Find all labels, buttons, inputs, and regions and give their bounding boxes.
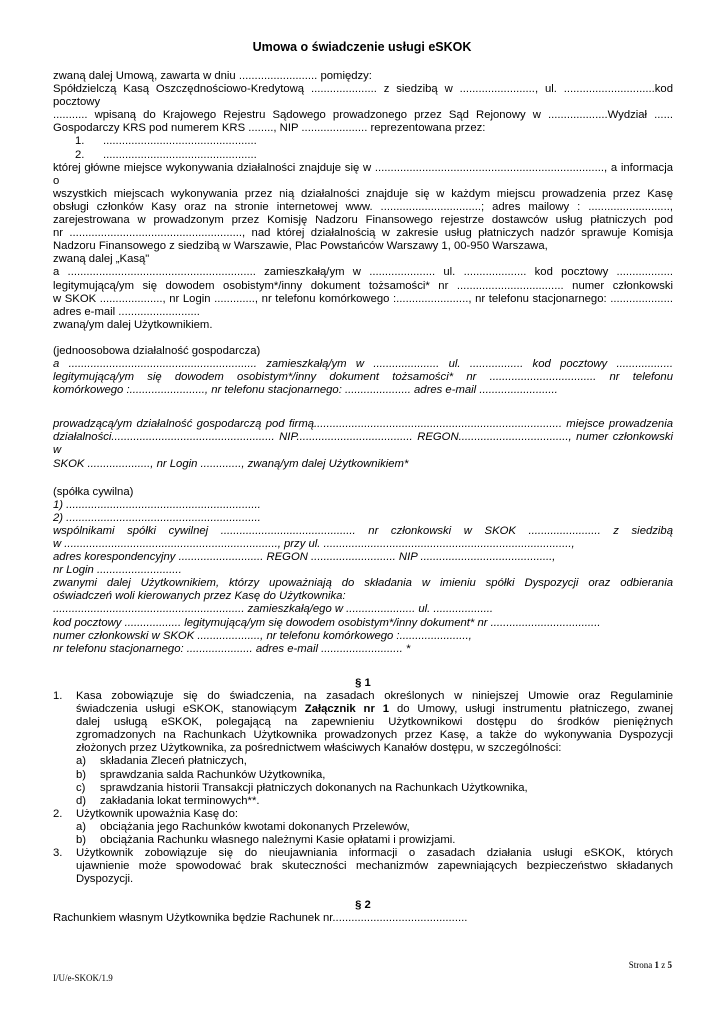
item-line: Kasa zobowiązuje się do świadczenia, na zasadach określonych w niniejszej Umowie oraz Regulaminie	[76, 689, 673, 702]
subitem-text: sprawdzania historii Transakcji płatniczych dokonanych na Rachunkach Użytkownika,	[100, 781, 528, 794]
subitem-letter: a)	[76, 820, 87, 833]
civil-line: kod pocztowy .................. legitymującą/ym się dowodem osobistym*/inny dokument* nr ...................................	[53, 616, 601, 629]
item-line: złożonych przez Użytkownika, za pośrednictwem właściwych Kanałów dostępu, w szczególności:	[76, 742, 562, 755]
user-line: adres e-mail ..........................	[53, 305, 200, 318]
rep-number: 1.	[75, 135, 85, 148]
page-total: 5	[667, 960, 672, 970]
civil-line: ............................................................. zamieszkałą/ego w ...................... ul. ...................	[53, 603, 494, 616]
user-line: legitymującą/ym się dowodem osobistym*/inny dokument tożsamości* nr .................................. numer członkowski	[53, 279, 673, 292]
page-current: 1	[654, 960, 659, 970]
section-2	[53, 899, 673, 925]
kasa-line: nr ......................................................., nad której działalnością w zakresie usług płatniczych nadzór sprawuje Komisja	[53, 227, 673, 240]
sole-proprietor-block	[53, 345, 673, 397]
subitem-text: składania Zleceń płatniczych,	[100, 755, 247, 768]
sole-line: a ............................................................ zamieszkałą/ym w ..................... ul. ................. kod pocztowy ..................	[53, 357, 673, 370]
section-1-item-3	[53, 847, 673, 886]
intro-line: zwaną dalej Umową, zawarta w dniu ......................... pomiędzy:	[53, 70, 372, 82]
civil-line: oświadczeń woli kierowanych przez Kasę do Użytkownika:	[53, 590, 346, 603]
item-text: do Umowy, usługi instrumentu płatniczego, zwanej	[389, 703, 673, 716]
item-line: zgromadzonych na Rachunkach Użytkownika prowadzonych przez Kasę, a także do wykonywania Dyspozycji	[76, 729, 673, 742]
subitem	[53, 769, 673, 782]
subitem-letter: c)	[76, 781, 86, 794]
item-line: Użytkownik zobowiązuje się do nieujawniania informacji o zasadach działania usługi eSKOK, których	[76, 847, 673, 860]
subitem-text: obciążania jego Rachunków kwotami dokonanych Przelewów,	[100, 820, 410, 833]
item-number: 1.	[53, 689, 63, 702]
kasa-line: której główne miejsce wykonywania działalności znajduje się w ........................................................................., a informacja o	[53, 161, 673, 187]
subitem-text: sprawdzania salda Rachunków Użytkownika,	[100, 768, 326, 781]
user-line: w SKOK ...................., nr Login ............., nr telefonu komórkowego :......................., nr telefonu stacjonarnego: ....................	[53, 292, 673, 305]
subitem-letter: b)	[76, 833, 87, 846]
user-block	[53, 266, 673, 331]
subitem	[53, 795, 673, 808]
rep-blank: .................................................	[103, 135, 257, 148]
civil-partnership-block	[53, 486, 673, 656]
section-2-text: Rachunkiem własnym Użytkownika będzie Rachunek nr...........................................	[53, 912, 468, 925]
subitem	[53, 755, 673, 768]
subitem	[53, 782, 673, 795]
page-number	[629, 960, 672, 970]
civil-line: wspólnikami spółki cywilnej ........................................... nr członkowski w SKOK ....................... z siedzibą	[53, 524, 673, 537]
section-2-heading: § 2	[355, 899, 371, 912]
sole-line: legitymującą/ym się dowodem osobistym*/inny dokument tożsamości* nr .................................. nr telefonu	[53, 371, 673, 384]
subitem-text: zakładania lokat terminowych**.	[100, 794, 260, 807]
section-1-heading: § 1	[355, 676, 371, 689]
business-line: działalności.................................................... NIP..................................... REGON..................................., numer członkowski w	[53, 431, 673, 457]
business-line: SKOK ...................., nr Login ............., zwaną/ym dalej Użytkownikiem*	[53, 457, 409, 470]
business-block	[53, 418, 673, 470]
civil-line: zwanymi dalej Użytkownikiem, którzy upoważniają do składania w imieniu spółki Dyspozycji oraz odbierania	[53, 577, 673, 590]
item-number: 3.	[53, 847, 63, 860]
sole-line: komórkowego :........................, nr telefonu stacjonarnego: ..................... adres e-mail .........................	[53, 384, 558, 397]
user-line: zwaną/ym dalej Użytkownikiem.	[53, 318, 213, 331]
civil-line: nr telefonu stacjonarnego: ..................... adres e-mail .......................... *	[53, 642, 411, 655]
item-line: ujawnienie może spowodować brak skuteczności mechanizmów zapewniających bezpieczeństwo składanych	[76, 860, 673, 873]
document-title: Umowa o świadczenie usługi eSKOK	[252, 40, 472, 54]
representative-item	[53, 149, 673, 162]
civil-line: adres korespondencyjny ........................... REGON ........................... NIP ..........................................,	[53, 551, 556, 564]
subitem-letter: b)	[76, 768, 87, 781]
civil-line: w ...................................................................., przy ul. ...............................................................................,	[53, 538, 575, 550]
rep-number: 2.	[75, 148, 85, 161]
kasa-line: Nadzoru Finansowego z siedzibą w Warszawie, Plac Powstańców Warszawy 1, 00-950 Warszawa,	[53, 240, 548, 253]
business-line: prowadzącą/ym działalność gospodarczą pod firmą............................................................................... miejsce prowadzenia	[53, 418, 673, 431]
civil-header: (spółka cywilna)	[53, 485, 134, 498]
intro-line: ........... wpisaną do Krajowego Rejestru Sądowego prowadzonego przez Sąd Rejonowy w ...................Wydział ......	[53, 109, 673, 122]
attachment-reference: Załącznik nr 1	[304, 703, 390, 716]
intro-line: Spółdzielczą Kasą Oszczędnościowo-Kredytową ..................... z siedzibą w ........................, ul. .............................kod pocztowy	[53, 83, 673, 109]
civil-line: 1) ..............................................................	[53, 498, 261, 511]
kasa-line: zarejestrowana w prowadzonym przez Komisję Nadzoru Finansowego rejestrze dostawców usług płatniczych pod	[53, 214, 673, 227]
sole-header: (jednoosobowa działalność gospodarcza)	[53, 344, 261, 357]
representatives-list	[53, 135, 673, 161]
item-line: Użytkownik upoważnia Kasę do:	[76, 807, 239, 820]
item-line: Dyspozycji.	[76, 873, 134, 886]
intro-block	[53, 70, 673, 135]
subitem-letter: d)	[76, 794, 87, 807]
kasa-block	[53, 162, 673, 267]
representative-item	[53, 135, 673, 148]
subitem-letter: a)	[76, 755, 87, 768]
item-text: świadczenia usługi eSKOK, stanowiącym	[76, 703, 305, 716]
item-number: 2.	[53, 807, 63, 820]
subitem-text: obciążania Rachunku własnego należnymi Kasie opłatami i prowizjami.	[100, 833, 456, 846]
subitem	[53, 834, 673, 847]
civil-line: numer członkowski w SKOK ...................., nr telefonu komórkowego :......................,	[53, 629, 472, 642]
document-body	[53, 70, 673, 926]
user-line: a ............................................................ zamieszkałą/ym w ..................... ul. .................... kod pocztowy ..................	[53, 266, 673, 279]
kasa-line: zwaną dalej „Kasą"	[53, 253, 150, 266]
kasa-line: obsługi członków Kasy oraz na stronie internetowej www. ................................; adres mailowy : ..........................,	[53, 200, 673, 213]
civil-line: nr Login ...........................	[53, 564, 182, 577]
subitem	[53, 821, 673, 834]
section-1-item-1	[53, 690, 673, 755]
section-1-item-2	[53, 808, 673, 821]
page-separator: z	[661, 960, 666, 970]
item-line: dalej usługą eSKOK, polegającą na zapewnieniu Użytkownikowi dostępu do środków pieniężnych	[76, 716, 673, 729]
item-line	[76, 703, 673, 716]
document-code: I/U/e-SKOK/1.9	[53, 973, 113, 983]
section-1	[53, 677, 673, 887]
page-label: Strona	[628, 960, 653, 970]
civil-line: 2) ..............................................................	[53, 511, 261, 524]
intro-line: Gospodarczy KRS pod numerem KRS ........, NIP ..................... reprezentowana przez:	[53, 122, 486, 135]
rep-blank: .................................................	[103, 148, 257, 161]
kasa-line: wszystkich miejscach wykonywania przez nią działalności znajduje się w każdym miejscu prowadzenia przez Kasę	[53, 187, 673, 200]
